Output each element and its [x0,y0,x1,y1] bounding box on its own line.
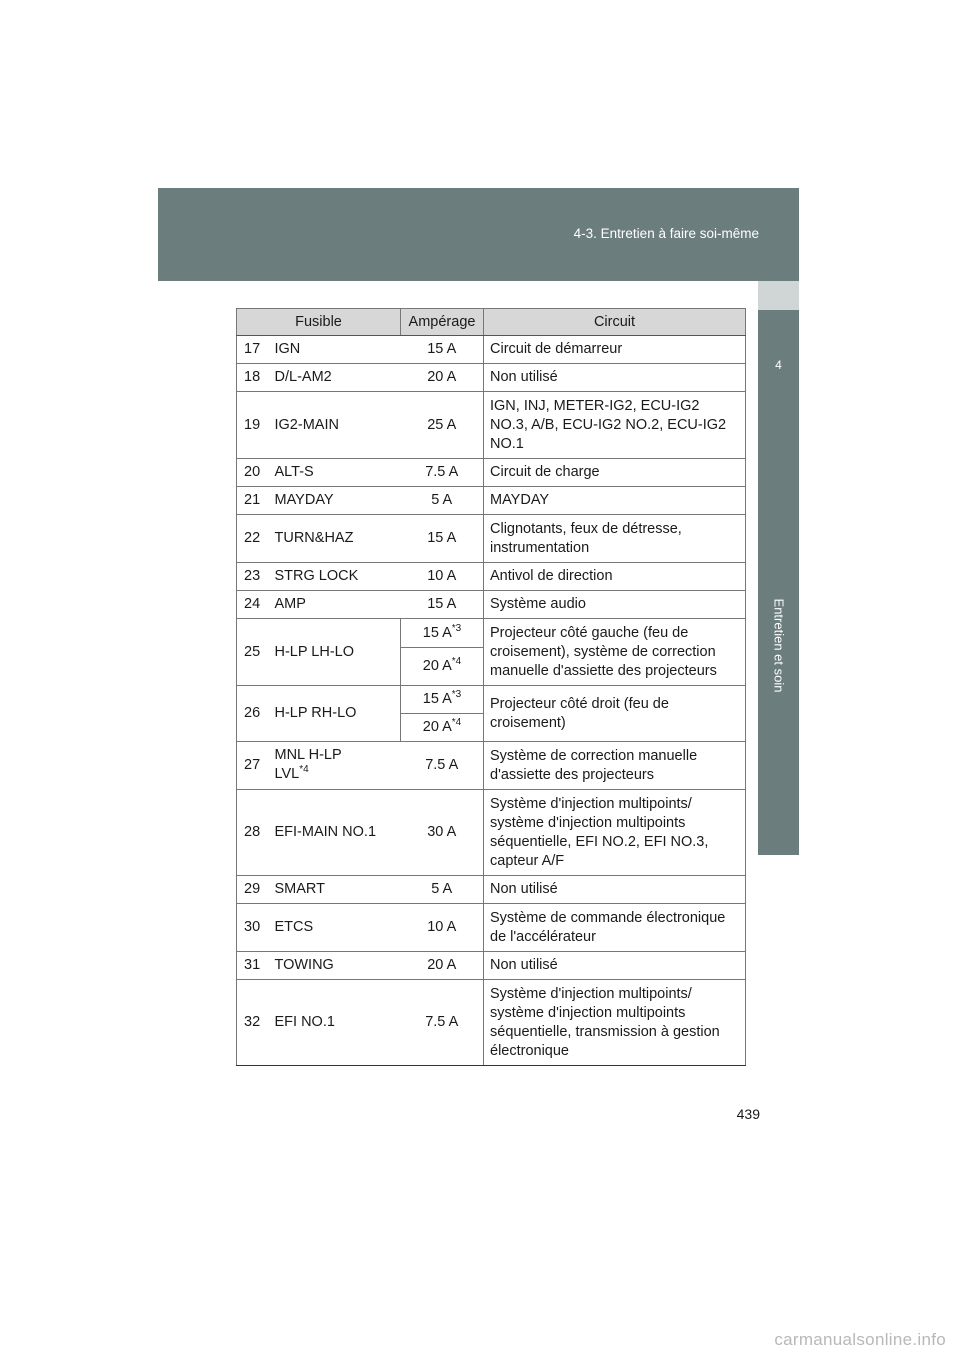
fuse-circuit: Circuit de démarreur [484,336,746,364]
table-row [237,591,746,619]
chapter-label-wrap [758,545,799,745]
table-row [237,459,746,487]
fuse-amperage: 10 A [401,563,484,591]
amperage-value: 20 A [422,719,452,735]
fuse-amperage: 15 A [401,336,484,364]
fuse-table [236,308,746,1066]
fuse-number: 26 [237,686,269,742]
fuse-number: 25 [237,619,269,686]
table-row [237,336,746,364]
fuse-circuit: Non utilisé [484,364,746,392]
fuse-circuit: Clignotants, feux de détresse, instrumentation [484,515,746,563]
fuse-number: 19 [237,392,269,459]
fuse-circuit: Antivol de direction [484,563,746,591]
fuse-name: TURN&HAZ [269,515,401,563]
section-title: 4-3. Entretien à faire soi-même [573,226,759,241]
amperage-value: 20 A [422,658,452,674]
table-row [237,876,746,904]
table-row [237,515,746,563]
table-row [237,364,746,392]
fuse-number: 20 [237,459,269,487]
table-row [237,952,746,980]
table-row [237,790,746,876]
col-header-amperage: Ampérage [401,309,484,336]
fuse-circuit: MAYDAY [484,487,746,515]
fuse-name: STRG LOCK [269,563,401,591]
fuse-name: SMART [269,876,401,904]
table-row [237,742,746,790]
table-row [237,487,746,515]
fuse-number: 24 [237,591,269,619]
fuse-name [269,742,401,790]
fuse-amperage: 5 A [401,876,484,904]
fuse-number: 23 [237,563,269,591]
fuse-name: IG2-MAIN [269,392,401,459]
table-row [237,980,746,1066]
fuse-number: 31 [237,952,269,980]
fuse-name-line1: MNL H-LP [274,747,342,763]
fuse-circuit: Système d'injection multipoints/ système d'injection multipoints séquentielle, EFI NO.2, EFI NO.3, capteur A/F [484,790,746,876]
fuse-amperage: 10 A [401,904,484,952]
fuse-name: H-LP RH-LO [269,686,401,742]
section-header [158,188,799,281]
fuse-amperage-variant [401,648,484,686]
fuse-amperage: 7.5 A [401,459,484,487]
table-header-row [237,309,746,336]
fuse-name: H-LP LH-LO [269,619,401,686]
fuse-circuit: Système de commande électronique de l'accélérateur [484,904,746,952]
fuse-circuit: Système d'injection multipoints/ système d'injection multipoints séquentielle, transmission à gestion électronique [484,980,746,1066]
fuse-number: 18 [237,364,269,392]
table-row [237,619,746,648]
table-row [237,563,746,591]
fuse-number: 17 [237,336,269,364]
fuse-name: EFI-MAIN NO.1 [269,790,401,876]
fuse-amperage: 7.5 A [401,742,484,790]
chapter-label: Entretien et soin [771,598,787,692]
fuse-circuit: IGN, INJ, METER-IG2, ECU-IG2 NO.3, A/B, ECU-IG2 NO.2, ECU-IG2 NO.1 [484,392,746,459]
watermark[interactable]: carmanualsonline.info [774,1330,946,1349]
fuse-number: 21 [237,487,269,515]
fuse-amperage: 20 A [401,364,484,392]
col-header-circuit: Circuit [484,309,746,336]
fuse-circuit: Système de correction manuelle d'assiette des projecteurs [484,742,746,790]
fuse-circuit: Circuit de charge [484,459,746,487]
col-header-fuse: Fusible [237,309,401,336]
table-row [237,392,746,459]
fuse-amperage: 15 A [401,515,484,563]
fuse-name-line2: LVL [274,766,300,782]
fuse-name: ETCS [269,904,401,952]
table-row [237,904,746,952]
fuse-name: TOWING [269,952,401,980]
fuse-amperage: 25 A [401,392,484,459]
fuse-circuit: Non utilisé [484,952,746,980]
fuse-circuit: Système audio [484,591,746,619]
amperage-value: 15 A [422,624,452,641]
fuse-name: EFI NO.1 [269,980,401,1066]
fuse-amperage-variant [401,619,484,648]
fuse-name: AMP [269,591,401,619]
footnote-mark: *3 [451,622,462,634]
footnote-mark: *4 [451,656,462,668]
table-row [237,686,746,714]
fuse-number: 30 [237,904,269,952]
fuse-name: ALT-S [269,459,401,487]
fuse-name: IGN [269,336,401,364]
fuse-amperage: 30 A [401,790,484,876]
page-number: 439 [736,1106,760,1122]
fuse-number: 28 [237,790,269,876]
chapter-tab [758,310,799,855]
fuse-circuit: Non utilisé [484,876,746,904]
fuse-amperage: 5 A [401,487,484,515]
fuse-amperage: 15 A [401,591,484,619]
fuse-circuit: Projecteur côté droit (feu de croisement) [484,686,746,742]
footnote-mark: *4 [299,764,309,776]
fuse-amperage-variant [401,686,484,714]
footnote-mark: *4 [451,717,462,729]
fuse-number: 27 [237,742,269,790]
fuse-circuit: Projecteur côté gauche (feu de croisement), système de correction manuelle d'assiette des projecteurs [484,619,746,686]
fuse-number: 22 [237,515,269,563]
fuse-name: MAYDAY [269,487,401,515]
fuse-name: D/L-AM2 [269,364,401,392]
fuse-amperage: 7.5 A [401,980,484,1066]
fuse-number: 32 [237,980,269,1066]
fuse-amperage: 20 A [401,952,484,980]
footnote-mark: *3 [451,689,462,701]
amperage-value: 15 A [422,691,452,707]
chapter-number: 4 [775,358,782,372]
fuse-number: 29 [237,876,269,904]
fuse-amperage-variant [401,714,484,742]
